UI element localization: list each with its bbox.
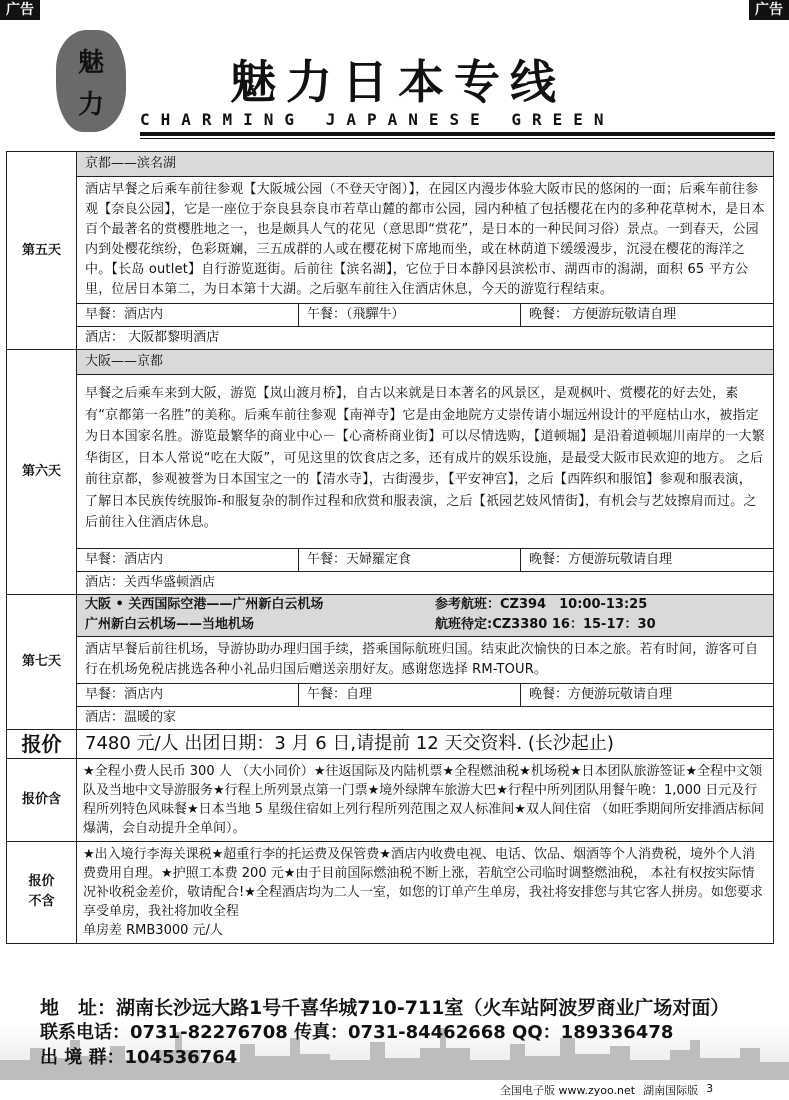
meals-row [77, 683, 773, 706]
included-row [7, 758, 774, 841]
page-title: 魅力日本专线 [230, 55, 566, 109]
meals-row [77, 548, 773, 571]
day5-row [7, 152, 774, 350]
excluded-label [7, 841, 77, 943]
lunch: 午餐：（飛驒牛） [299, 304, 521, 326]
route-leg-2: 广州新白云机场——当地机场 [85, 616, 255, 632]
title-rule [140, 132, 775, 136]
dinner: 晚餐： 方便游玩敬请自理 [529, 307, 677, 322]
ad-label-left: 广告 [0, 0, 40, 20]
excluded-cell [77, 841, 774, 943]
route-leg-1: 大阪 • 关西国际空港——广州新白云机场 [85, 596, 324, 612]
contact-phone: 联系电话：0731-82276708 传真：0731-84462668 QQ：189336478 [40, 1022, 674, 1043]
breakfast: 早餐：酒店内 [77, 304, 299, 326]
route-line-1 [77, 595, 773, 616]
route-title: 大阪——京都 [77, 350, 773, 374]
address: 地 址：湖南长沙远大路1号千喜华城710-711室（火车站阿波罗商业广场对面） [40, 997, 730, 1019]
route-title: 京都——滨名湖 [77, 152, 773, 176]
price-label: 报价 [7, 729, 77, 758]
edition: 湖南国际版 [643, 1084, 699, 1097]
included-label: 报价含 [7, 758, 77, 841]
itinerary-table [6, 151, 774, 944]
logo-char-1: 魅 [77, 48, 104, 78]
price-text: 7480 元/人 出团日期：3 月 6 日,请提前 12 天交资料. (长沙起止) [77, 729, 774, 758]
day7-row [7, 594, 774, 729]
day6-row [7, 350, 774, 595]
day-label: 第六天 [7, 350, 77, 595]
day-label: 第五天 [7, 152, 77, 350]
excluded-text: ★出入境行李海关课税★超重行李的托运费及保管费★酒店内收费电视、电话、饮品、烟酒等个人消费税，境外个人消费费用自理。★护照工本费 200 元★由于目前国际燃油税不断上涨，若航空公司临时调整燃油税， 本社有权按实际情况补收税金差价，敬请配合!★全程酒店均为二人一室，如您的订单产生单房，我社将安排您与其它客人拼房。如您要求享受单房，我社将加收全程 [83, 846, 763, 919]
logo [56, 30, 126, 132]
page-subtitle: CHARMING JAPANESE GREEN [140, 110, 615, 129]
ad-label-right: 广告 [749, 0, 789, 20]
excluded-label-line-2: 不含 [28, 894, 55, 909]
hotel: 酒店： 大阪都黎明酒店 [77, 326, 773, 349]
hotel: 酒店：温暖的家 [77, 706, 773, 729]
route-line-2 [77, 616, 773, 636]
hotel: 酒店：关西华盛顿酒店 [77, 571, 773, 594]
flight-1: 参考航班：CZ394 10:00-13:25 [435, 596, 648, 612]
group-number: 出 境 群：104536764 [40, 1047, 238, 1068]
lunch: 午餐：自理 [299, 684, 521, 706]
breakfast: 早餐：酒店内 [77, 684, 299, 706]
dinner: 晚餐：方便游玩敬请自理 [529, 686, 673, 702]
day-description: 早餐之后乘车来到大阪，游览【岚山渡月桥】，自古以来就是日本著名的风景区，是观枫叶、赏樱花的好去处，素有“京都第一名胜”的美称。后乘车前往参观【南禅寺】它是由金地院方丈崇传请小堀远州设计的平庭枯山水，被指定为日本国家名胜。游览最繁华的商业中心－【心斋桥商业街】可以尽情选购，【道顿堀】是沿着道顿堀川南岸的一大繁华街区，日本人常说“吃在大阪”，可见这里的饮食店之多，还有成片的娱乐设施，是最受大阪市民欢迎的地方。 之后前往京都，参观被誉为日本国宝之一的【清水寺】，古街漫步，【平安神宫】，之后【西阵织和服馆】参观和服表演，了解日本民族传统服饰-和服复杂的制作过程和欣赏和服表演，之后【祇园艺妓风情街】，有机会与艺妓擦肩而过。之后前往入住酒店休息。 [77, 374, 773, 548]
included-text: ★全程小费人民币 300 人 （大小同价）★往返国际及内陆机票★全程燃油税★机场税★日本团队旅游签证★全程中文领队及当地中文导游服务★行程上所列景点第一门票★境外绿牌车旅游大巴★行程中所列团队用餐午晚：1,000 日元及行程所列特色风味餐★日本当地 5 星级住宿如上列行程所列范围之双人标准间★双人间住宿 （如旺季期间所安排酒店标间爆满，会自动提升全单间）。 [77, 758, 774, 841]
flight-2: 航班待定:CZ3380 16：15-17：30 [435, 616, 656, 632]
contact-footer [0, 985, 789, 1080]
day-description: 酒店早餐之后乘车前往参观【大阪城公园（不登天守阁）】，在园区内漫步体验大阪市民的悠闲的一面；后乘车前往参观【奈良公园】，它是一座位于奈良县奈良市若草山麓的都市公园，园内种植了包括樱花在内的多种花草树木，是日本百个最著名的赏樱胜地之一，也是颇具人气的花见（意思即“赏花”，是日本的一种民间习俗）景点。一到春天，公园内到处樱花缤纷，色彩斑斓，三五成群的人或在樱花树下席地而坐，或在林荫道下缓缓漫步，沉浸在樱花的海洋之中。【长岛 outlet】自行游览逛街。后前往【滨名湖】，它位于日本静冈县滨松市、湖西市的潟湖，面积 65 平方公里，位居日本第二，为日本第十大湖。之后驱车前往入住酒店休息，今天的游览行程结束。 [77, 176, 773, 303]
logo-char-2: 力 [77, 90, 104, 120]
title-rule-thin [140, 138, 775, 139]
excluded-label-line-1: 报价 [28, 874, 55, 889]
breakfast: 早餐：酒店内 [77, 549, 299, 571]
website: 全国电子版 www.zyoo.net [500, 1084, 636, 1097]
meals-row [77, 303, 773, 326]
page-number: 3 [706, 1082, 714, 1095]
dinner: 晚餐：方便游玩敬请自理 [529, 551, 673, 567]
single-room-note: 单房差 RMB3000 元/人 [83, 922, 223, 938]
day-label: 第七天 [7, 594, 77, 729]
lunch: 午餐：天婦羅定食 [299, 549, 521, 571]
header [0, 20, 789, 140]
day-description: 酒店早餐后前往机场，导游协助办理归国手续，搭乘国际航班归国。结束此次愉快的日本之旅。若有时间，游客可自行在机场免税店挑选各种小礼品归国后赠送亲朋好友。感谢您选择 RM-TOUR。 [77, 636, 773, 683]
page-footer [500, 1082, 713, 1098]
excluded-row [7, 841, 774, 943]
price-row [7, 729, 774, 758]
